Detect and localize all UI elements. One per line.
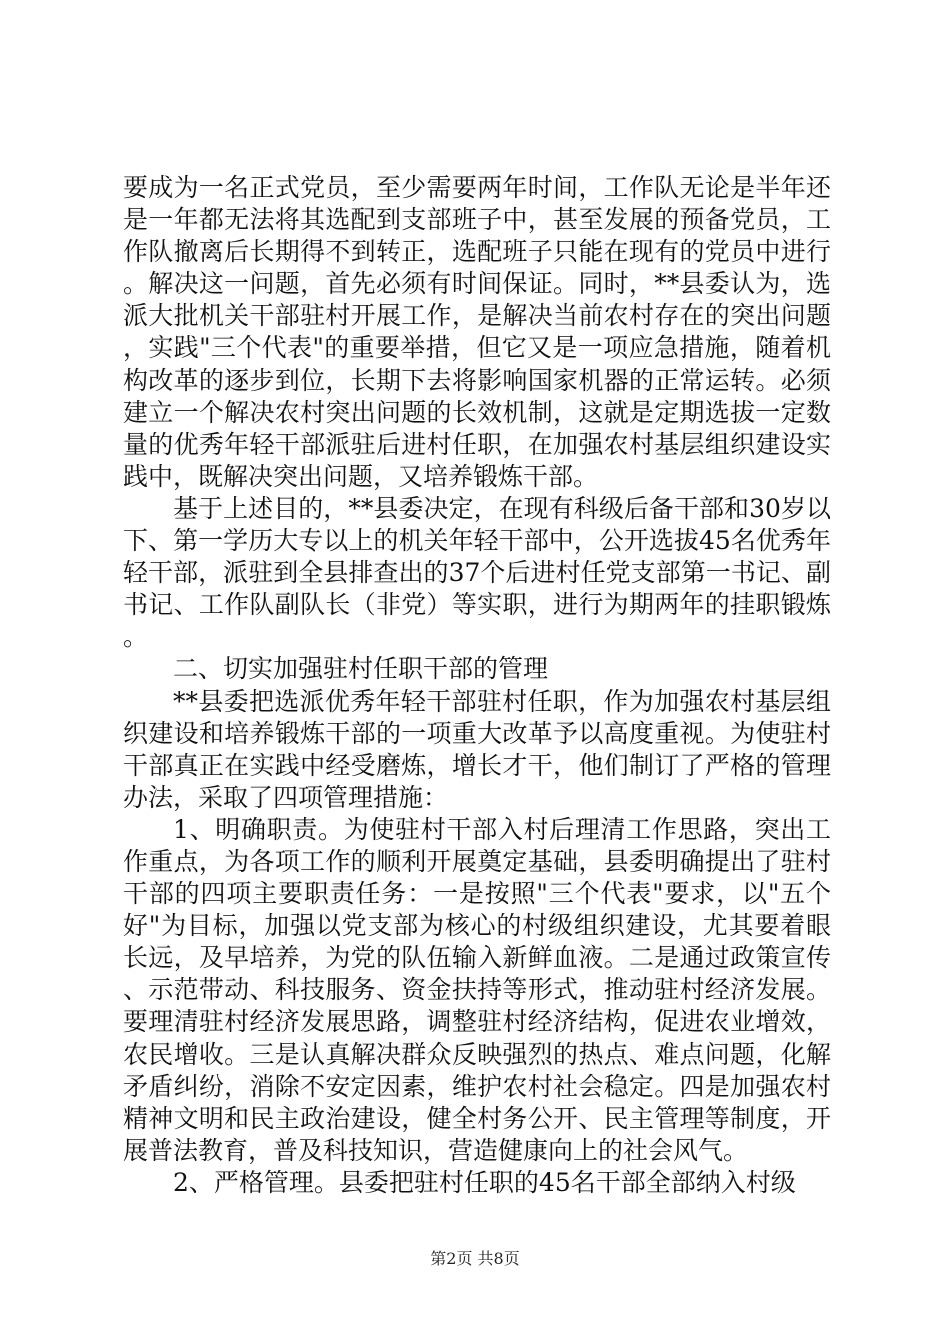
section-heading: 二、切实加强驻村任职干部的管理 — [173, 654, 549, 684]
paragraph-management-intro: **县委把选派优秀年轻干部驻村任职，作为加强农村基层组织建设和培养锻炼干部的一项重大改革予以高度重视。为使驻村干部真正在实践中经受磨炼，增长才干，他们制订了严格的管理办法，采取了四项管理措施： — [123, 686, 831, 812]
paragraph-continuation: 要成为一名正式党员，至少需要两年时间，工作队无论是半年还是一年都无法将其选配到支部班子中，甚至发展的预备党员，工作队撤离后长期得不到转正，选配班子只能在现有的党员中进行。解决这一问题，首先必须有时间保证。同时，**县委认为，选派大批机关干部驻村开展工作，是解决当前农村存在的突出问题，实践"三个代表"的重要举措，但它又是一项应急措施，随着机构改革的逐步到位，长期下去将影响国家机器的正常运转。必须建立一个解决农村突出问题的长效机制，这就是定期选拔一定数量的优秀年轻干部派驻后进村任职，在加强农村基层组织建设实践中，既解决突出问题，又培养锻炼干部。 — [123, 173, 831, 491]
document-body — [123, 172, 831, 1199]
page-number-footer: 第2页 共8页 — [430, 1249, 520, 1268]
paragraph-purpose: 基于上述目的，**县委决定，在现有科级后备干部和30岁以下、第一学历大专以上的机关年轻干部中，公开选拔45名优秀年轻干部，派驻到全县排查出的37个后进村任党支部第一书记、副书记、工作队副队长（非党）等实职，进行为期两年的挂职锻炼。 — [123, 493, 831, 652]
paragraph-duties: 1、明确职责。为使驻村干部入村后理清工作思路，突出工作重点，为各项工作的顺利开展奠定基础，县委明确提出了驻村干部的四项主要职责任务：一是按照"三个代表"要求，以"五个好"为目标，加强以党支部为核心的村级组织建设，尤其要着眼长远，及早培养，为党的队伍输入新鲜血液。二是通过政策宣传、示范带动、科技服务、资金扶持等形式，推动驻村经济发展。要理清驻村经济发展思路，调整驻村经济结构，促进农业增效，农民增收。三是认真解决群众反映强烈的热点、难点问题，化解矛盾纠纷，消除不安定因素，维护农村社会稳定。四是加强农村精神文明和民主政治建设，健全村务公开、民主管理等制度，开展普法教育，普及科技知识，营造健康向上的社会风气。 — [123, 814, 831, 1165]
paragraph-strict-management: 2、严格管理。县委把驻村任职的45名干部全部纳入村级 — [173, 1167, 796, 1197]
